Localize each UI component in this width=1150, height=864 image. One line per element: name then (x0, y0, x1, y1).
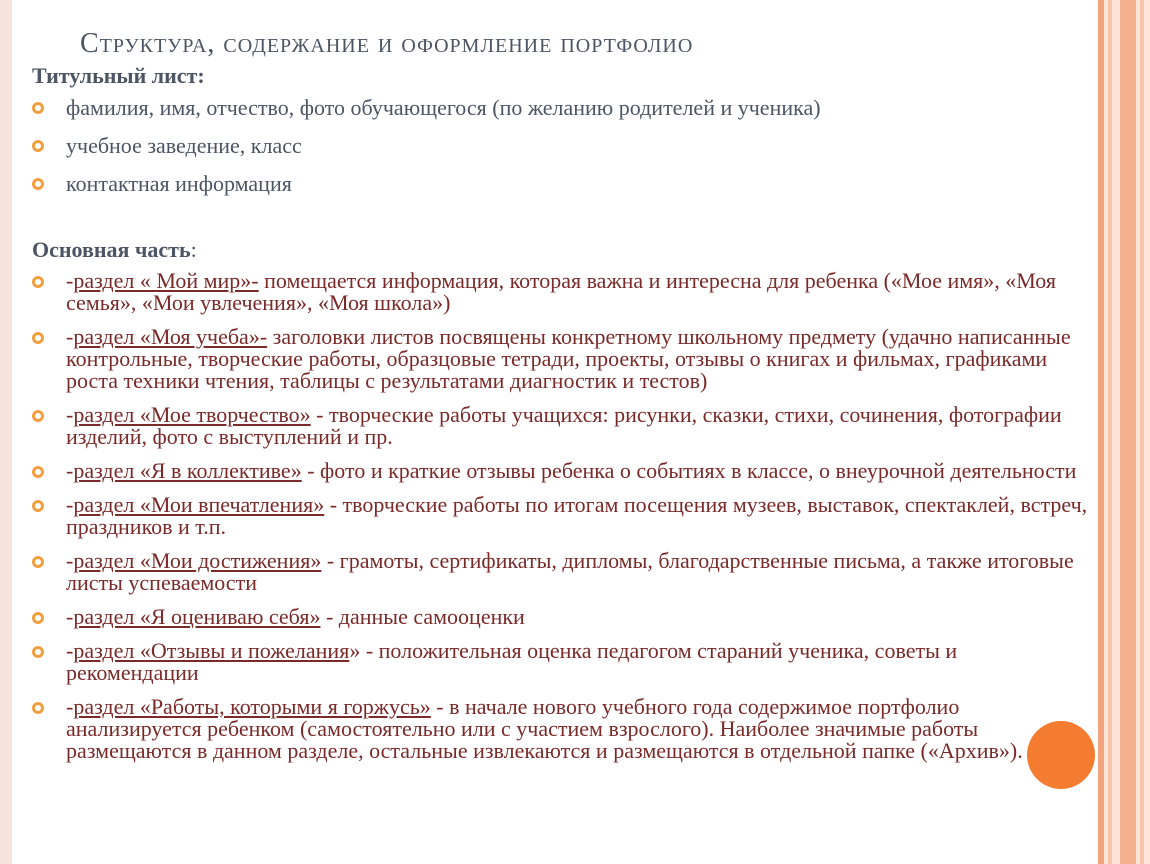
section-link[interactable]: раздел «Мое творчество» (73, 402, 311, 427)
list-item: -раздел «Мои впечатления» - творческие работы по итогам посещения музеев, выставок, спектаклей, встреч, праздников и т.п. (32, 494, 1092, 538)
section-link[interactable]: раздел « Мой мир»- (73, 268, 259, 293)
list-item: -раздел «Я оцениваю себя» - данные самооценки (32, 606, 1092, 628)
section-link[interactable]: раздел «Мои впечатления» (73, 492, 325, 517)
title-page-heading: Титульный лист: (32, 63, 205, 88)
section-link[interactable]: раздел «Я оцениваю себя» (73, 604, 321, 629)
list-item: учебное заведение, класс (32, 134, 1092, 158)
section-link[interactable]: раздел «Работы, которыми я горжусь» (73, 694, 431, 719)
left-edge-stripe (0, 0, 12, 864)
section-link[interactable]: раздел «Моя учеба»- (73, 324, 268, 349)
main-part-list (32, 270, 1092, 762)
slide-content (32, 62, 1092, 774)
list-item: -раздел «Мои достижения» - грамоты, сертификаты, дипломы, благодарственные письма, а также итоговые листы успеваемости (32, 550, 1092, 594)
list-item: -раздел «Работы, которыми я горжусь» - в начале нового учебного года содержимое портфолио анализируется ребенком (самостоятельно или с участием взрослого). Наиболее значимые работы размещаются в данном разделе, остальные извлекаются и размещаются в отдельной папке («Архив»). (32, 696, 1092, 762)
title-page-list (32, 96, 1092, 196)
list-item: -раздел «Моя учеба»- заголовки листов посвящены конкретному школьному предмету (удачно написанные контрольные, творческие работы, образцовые тетради, проекты, отзывы о книгах и фильмах, графиками роста техники чтения, таблицы с результатами диагностик и тестов) (32, 326, 1092, 392)
list-item: контактная информация (32, 172, 1092, 196)
list-item: -раздел « Мой мир»- помещается информация, которая важна и интересна для ребенка («Мое имя», «Моя семья», «Мои увлечения», «Моя школа») (32, 270, 1092, 314)
list-item: -раздел «Мое творчество» - творческие работы учащихся: рисунки, сказки, стихи, сочинения, фотографии изделий, фото с выступлений и пр. (32, 404, 1092, 448)
section-link[interactable]: раздел «Мои достижения» (73, 548, 322, 573)
list-item: фамилия, имя, отчество, фото обучающегося (по желанию родителей и ученика) (32, 96, 1092, 120)
slide-title: Структура, содержание и оформление портфолио (80, 28, 694, 59)
section-link[interactable]: раздел «Я в коллективе» (73, 458, 302, 483)
list-item: -раздел «Я в коллективе» - фото и краткие отзывы ребенка о событиях в классе, о внеурочной деятельности (32, 460, 1092, 482)
list-item: -раздел «Отзывы и пожелания» - положительная оценка педагогом стараний ученика, советы и рекомендации (32, 640, 1092, 684)
decorative-right-stripes (1098, 0, 1150, 864)
section-link[interactable]: раздел «Отзывы и пожелания (73, 638, 350, 663)
main-part-heading: Основная часть: (32, 237, 197, 262)
